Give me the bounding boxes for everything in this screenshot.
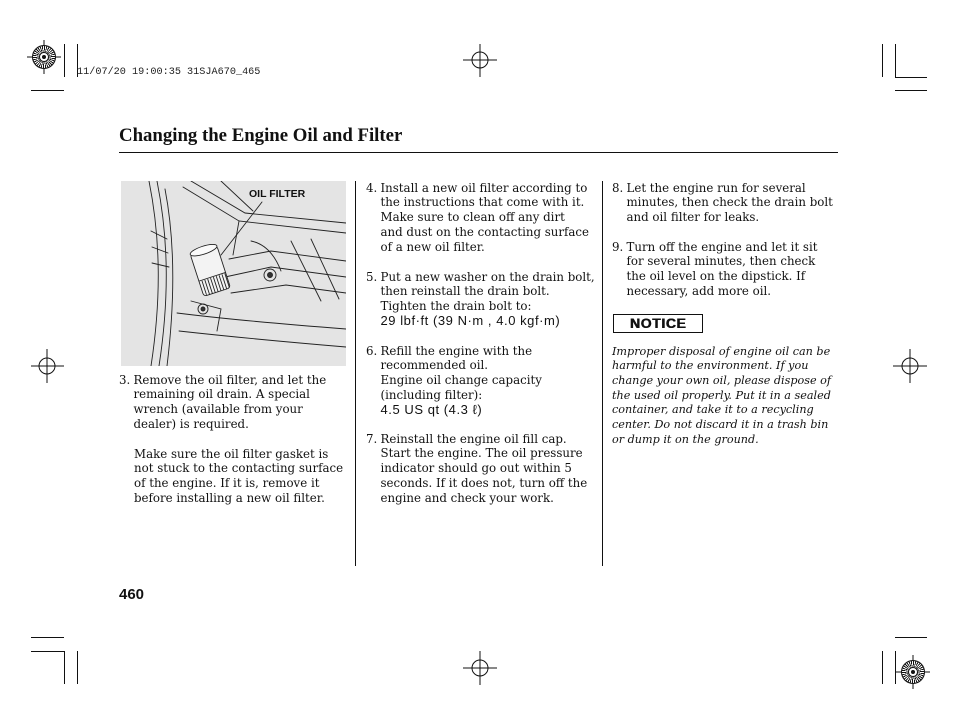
tire-outline [149,181,173,366]
step-number: 4. [366,180,378,195]
step-text: Remove the oil filter, and let the remaining oil drain. A special wrench (available from your dealer) is required. [133,372,327,431]
step-number: 8. [612,180,624,195]
notice-label: NOTICE [613,314,703,333]
step-text: Refill the engine with the recommended oil. Engine oil change capacity (including filter): [380,343,542,402]
crosshair-left-middle [31,349,64,383]
oil-filter-illustration [121,181,346,366]
step-text: Install a new oil filter according to the instructions that come with it. Make sure to clean off any dirt and dust on the contacting surface of a new oil filter. [380,180,590,254]
crop-marks-top-right [883,44,928,91]
title-rule [119,152,838,153]
crosshair-top-center [463,44,497,77]
step-number: 6. [366,343,378,358]
print-info: 11/07/20 19:00:35 31SJA670_465 [77,67,261,78]
notice-text: Improper disposal of engine oil can be harmful to the environment. If you change your own oil, please dispose of the used oil properly. Put it in a sealed container, and take it to a recycling center. Do not discard it in a trash bin or dump it on the ground. [612,344,832,446]
oil-filter-figure [121,181,346,366]
registration-mark-bottom-right [901,660,925,684]
step-text: Let the engine run for several minutes, then check the drain bolt and oil filter for leaks. [626,180,833,225]
step-text: Reinstall the engine oil fill cap. Start the engine. The oil pressure indicator should go out within 5 seconds. If it does not, turn off the engine and check your work. [380,431,588,505]
step-number: 7. [366,431,378,446]
step-number: 9. [612,239,624,254]
oil-capacity-spec: 4.5 US qt (4.3 ℓ) [380,401,483,417]
torque-spec: 29 lbf·ft (39 N·m , 4.0 kgf·m) [380,312,561,328]
step-text: Turn off the engine and let it sit for several minutes, then check the oil level on the dipstick. If necessary, add more oil. [626,239,818,298]
column-divider-left [355,181,356,566]
figure-leader-line [221,202,262,255]
crosshair-right-middle [893,349,927,383]
step-text: Put a new washer on the drain bolt, then reinstall the drain bolt. Tighten the drain bolt to: [380,269,595,314]
step-number: 5. [366,269,378,284]
crop-marks-bottom-left [31,638,78,685]
figure-label: OIL FILTER [249,188,306,200]
page-title: Changing the Engine Oil and Filter [119,125,403,146]
step-number: 3. [119,372,131,387]
crosshair-bottom-center [463,651,497,685]
step-3-note: Make sure the oil filter gasket is not stuck to the contacting surface of the engine. If it is, remove it before installing a new oil filter. [134,446,344,505]
page-number: 460 [119,586,145,603]
column-divider-right [602,181,603,566]
registration-mark-top-left [32,45,56,69]
